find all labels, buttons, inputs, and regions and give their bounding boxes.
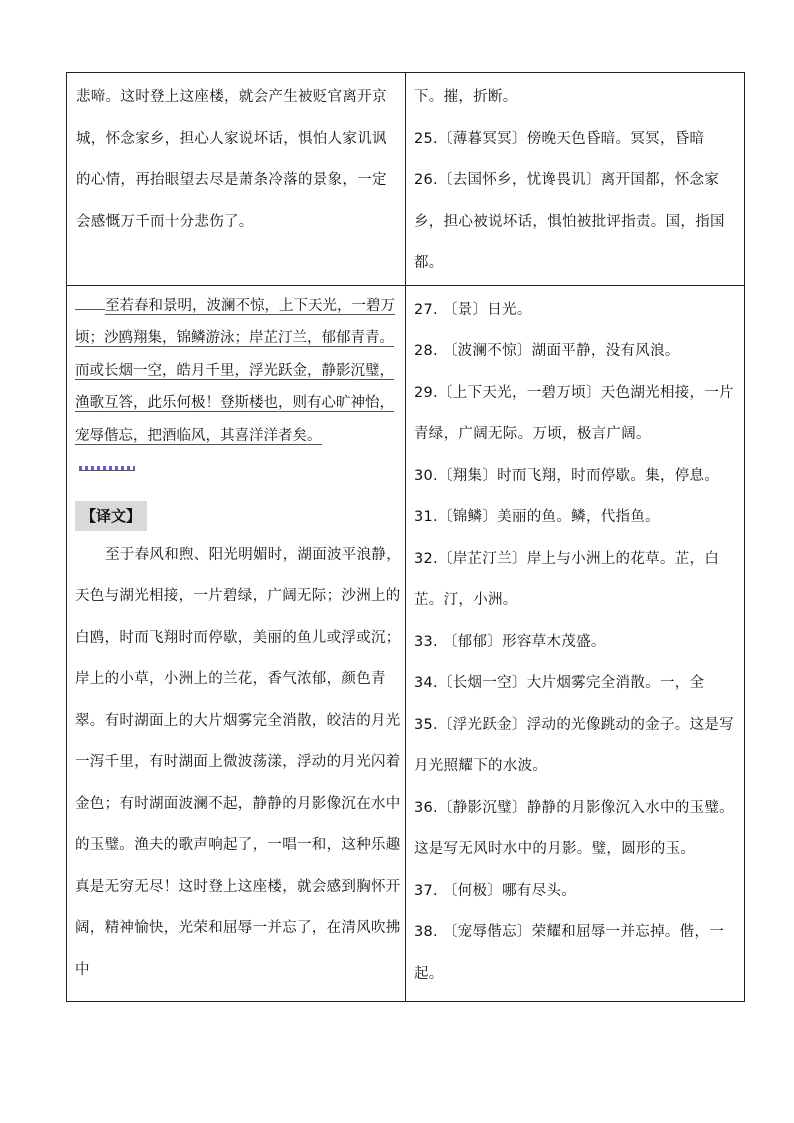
- note-item: 27. 〔景〕日光。: [414, 301, 532, 318]
- notes-cell: [406, 285, 745, 1001]
- wavy-underline: [75, 452, 401, 485]
- translation-text-block: [75, 535, 405, 992]
- notes-cell: [406, 73, 745, 286]
- translation-cell-continued: [67, 73, 406, 286]
- note-item: 下。摧，折断。: [414, 89, 518, 105]
- translation-text-continued: 悲啼。这时登上这座楼，就会产生被贬官离开京城，怀念家乡，担心人家说坏话，惧怕人家讥讽的心情，再抬眼望去尽是萧条冷落的景象，一定会感慨万千而十分悲伤了。: [76, 89, 387, 230]
- text-table: [66, 72, 745, 1002]
- note-item: 30.〔翔集〕时而飞翔，时而停歇。集，停息。: [414, 467, 720, 484]
- original-text-block: [67, 286, 405, 485]
- notes-list: [406, 286, 744, 996]
- note-item: 25.〔薄暮冥冥〕傍晚天色昏暗。冥冥，昏暗: [414, 130, 705, 147]
- note-item: 33. 〔郁郁〕形容草木茂盛。: [414, 633, 606, 650]
- note-item: 31.〔锦鳞〕美丽的鱼。鳞，代指鱼。: [414, 509, 660, 525]
- note-item: 29.〔上下天光，一碧万顷〕天色湖光相接，一片青绿，广阔无际。万顷，极言广阔。: [414, 384, 734, 442]
- indent-space: [75, 309, 105, 310]
- note-item: 32.〔岸芷汀兰〕岸上与小洲上的花草。芷，白芷。汀，小洲。: [414, 550, 720, 608]
- table-row: [67, 73, 745, 286]
- note-item: 37. 〔何极〕哪有尽头。: [414, 882, 577, 899]
- note-item: 34.〔长烟一空〕大片烟雾完全消散。一，全: [414, 675, 705, 691]
- notes-list: [406, 73, 744, 285]
- original-and-translation-cell: [67, 285, 406, 1001]
- original-text: 至若春和景明，波澜不惊，上下天光，一碧万顷；沙鸥翔集，锦鳞游泳；岸芷汀兰，郁郁青青。而或长烟一空，皓月千里，浮光跃金，静影沉璧，渔歌互答，此乐何极！登斯楼也，则有心旷神怡，宠辱偕忘，把酒临风，其喜洋洋者矣。: [75, 297, 395, 444]
- translation-heading: 【译文】: [75, 501, 147, 531]
- translation-text: 至于春风和煦、阳光明媚时，湖面波平浪静，天色与湖光相接，一片碧绿，广阔无际；沙洲上的白鸥，时而飞翔时而停歇，美丽的鱼儿或浮或沉；岸上的小草，小洲上的兰花，香气浓郁，颜色青翠。有时湖面上的大片烟雾完全消散，皎洁的月光一泻千里，有时湖面上微波荡漾，浮动的月光闪着金色；有时湖面波澜不起，静静的月影像沉在水中的玉璧。渔夫的歌声响起了，一唱一和，这种乐趣真是无穷无尽！这时登上这座楼，就会感到胸怀开阔，精神愉快，光荣和屈辱一并忘了，在清风吹拂中: [75, 546, 401, 978]
- note-item: 35.〔浮光跃金〕浮动的光像跳动的金子。这是写月光照耀下的水波。: [414, 716, 734, 774]
- note-item: 38. 〔宠辱偕忘〕荣耀和屈辱一并忘掉。偕，一起。: [414, 924, 725, 982]
- squiggle-mark: [79, 466, 135, 471]
- note-item: 26.〔去国怀乡，忧谗畏讥〕离开国都，怀念家乡，担心被说坏话，惧怕被批评指责。国，指国都。: [414, 172, 725, 271]
- note-item: 36.〔静影沉璧〕静静的月影像沉入水中的玉璧。这是写无风时水中的月影。璧，圆形的玉。: [414, 799, 734, 857]
- table-row: [67, 285, 745, 1001]
- note-item: 28. 〔波澜不惊〕湖面平静，没有风浪。: [414, 343, 680, 359]
